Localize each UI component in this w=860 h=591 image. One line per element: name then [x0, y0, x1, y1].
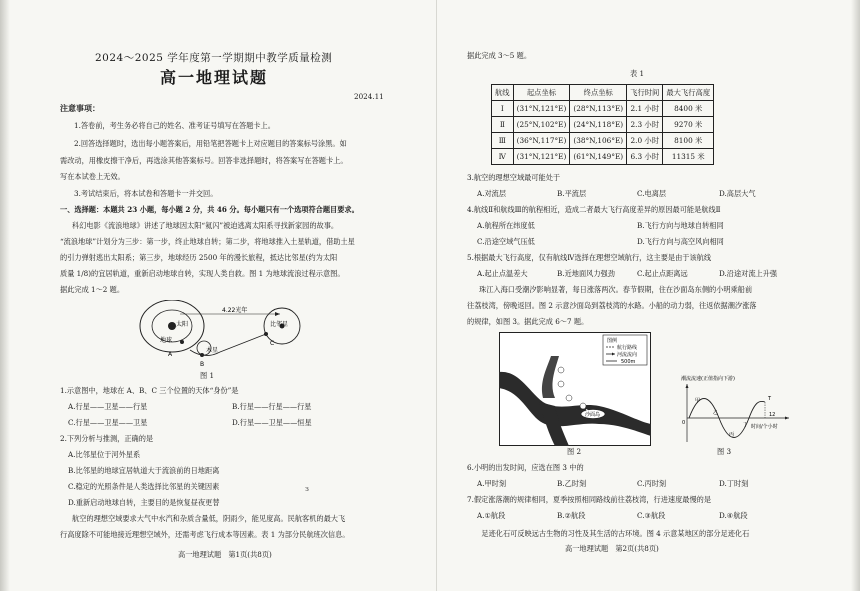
q1-option-b[interactable]: B.行星——行星——行星 [232, 402, 312, 411]
table-row [492, 133, 714, 149]
legend-flow: 河流流向 [617, 352, 638, 358]
point-c-label: C [270, 340, 275, 347]
passage3-line2: 往荔枝湾，傍晚返回。图 2 示意沙面岛到荔枝湾的水路。小船的动力弱，往返依据潮汐涨落 [467, 301, 757, 310]
notice-2-end: 写在本试卷上无效。 [60, 172, 125, 181]
stray-mark: з [305, 484, 309, 493]
exam-header: 2024～2025 学年度第一学期期中教学质量检测 [95, 52, 333, 64]
point-a-dot [180, 340, 184, 344]
table-row [492, 101, 714, 117]
q6-option-a[interactable]: A.甲时刻 [477, 479, 507, 488]
q5-option-c[interactable]: C.起止点距离远 [637, 269, 688, 278]
q5-option-d[interactable]: D.沿途对流上升强 [719, 269, 778, 278]
q7-option-b[interactable]: B.②航段 [557, 511, 586, 520]
segment-3-marker [566, 395, 572, 401]
q2-stem: 2.下列分析与推测，正确的是 [60, 434, 154, 443]
fig3-x-label: 时间/个小时 [751, 424, 778, 430]
fig3-jia: 甲 [695, 398, 701, 404]
table-row [492, 149, 714, 165]
page-title: 高一地理试题 [160, 68, 269, 87]
q7-option-d[interactable]: D.④航段 [719, 511, 748, 520]
passage1-line2: “流浪地球”计划分为三步：第一步，终止地球自转；第二步，将地球推入土星轨道，借助土星 [60, 237, 355, 246]
fig3-twelve: 12 [769, 412, 776, 418]
q3-stem: 3.航空的理想空域最可能处于 [467, 173, 561, 182]
scan-edge [0, 0, 10, 591]
passage3-line1: 珠江入海口受潮汐影响显著，每日涨落两次。春节假期，住在沙面岛东侧的小明乘船前 [479, 285, 753, 294]
table-cell: (38°N,106°E) [570, 133, 627, 149]
fig3-y-label: 潮流流速(正值指向下游) [681, 376, 735, 382]
q1-option-a[interactable]: A.行星——卫星——行星 [68, 402, 148, 411]
q4-option-c[interactable]: C.沿途空域气压低 [477, 237, 535, 246]
q2-option-a[interactable]: A.比邻星位于河外星系 [68, 450, 141, 459]
passage3-line3: 的规律，如图 3。据此完成 6～7 题。 [467, 317, 589, 326]
table-cell: 6.3 小时 [627, 149, 663, 165]
passage1-line4: 质量 1/8)的宜居轨道，重新启动地球自转，实现人类自救。图 1 为地球流浪过程示意图。 [60, 269, 345, 278]
fig3-yi: 乙 [713, 410, 719, 416]
fig3-ding: 丁 [743, 422, 749, 428]
flight-table [491, 84, 714, 165]
notice-1: 1.答卷前，考生务必将自己的姓名、准考证号填写在答题卡上。 [74, 121, 275, 130]
passage4-line: 足迹化石可反映远古生物的习性及其生活的古环境。图 4 示意某地区的部分足迹化石 [467, 529, 750, 538]
table-cell: (31°N,121°E) [513, 149, 570, 165]
earth-label: 地球 [160, 337, 173, 344]
q1-stem: 1.示意图中，地球在 A、B、C 三个位置的天体“身份”是 [60, 386, 239, 395]
passage1-line3: 的引力弹射逃出太阳系；第三步，地球经历 2500 年的漫长旅程，抵达比邻星(约为太阳 [60, 253, 338, 262]
notice-2-cont: 需改动，用橡皮擦干净后，再选涂其他答案标号。回答非选择题时，将答案写在答题卡上。 [60, 156, 348, 165]
table-cell: 2.3 小时 [627, 117, 663, 133]
q5-stem: 5.根据最大飞行高度，仅有航线Ⅳ选择在理想空域航行，这主要是由于该航线 [467, 253, 712, 262]
q3-option-a[interactable]: A.对流层 [477, 189, 507, 198]
notice-title: 注意事项： [60, 103, 100, 113]
table-header-cell: 航线 [492, 85, 514, 101]
table-cell: (61°N,149°E) [570, 149, 627, 165]
table-cell: (25°N,102°E) [513, 117, 570, 133]
scale-label: 500m [621, 359, 636, 365]
table-title: 表 1 [630, 69, 645, 78]
sun-dot [168, 322, 176, 330]
legend-title: 图例 [607, 338, 618, 344]
q6-option-b[interactable]: B.乙时刻 [557, 479, 587, 488]
notice-2: 2.回答选择题时，选出每小题答案后，用铅笔把答题卡上对应题目的答案标号涂黑。如 [74, 139, 347, 148]
jupiter-label: 木星 [206, 347, 219, 354]
table-header-cell: 起点坐标 [513, 85, 570, 101]
distance-arrow [275, 312, 280, 316]
q7-stem: 7.假定涨落潮的规律相同，夏季按照相同路线前往荔枝湾，行进速度最慢的是 [467, 495, 712, 504]
figure-2-map [499, 332, 651, 446]
table-row [492, 117, 714, 133]
fig3-y-arrow [686, 384, 689, 388]
notice-3: 3.考试结束后，将本试卷和答题卡一并交回。 [74, 189, 218, 198]
q4-option-b[interactable]: B.飞行方向与地球自转相同 [637, 221, 724, 230]
q6-option-d[interactable]: D.丁时刻 [719, 479, 749, 488]
proxima-label: 比邻星 [270, 321, 289, 328]
q4-stem: 4.航线Ⅱ和航线Ⅲ的航程相近，造成二者最大飞行高度差异的原因最可能是航线Ⅱ [467, 205, 721, 214]
q3-option-b[interactable]: B.平流层 [557, 189, 587, 198]
table-header-cell: 最大飞行高度 [663, 85, 714, 101]
table-header-cell: 飞行时间 [627, 85, 663, 101]
figure-1-caption: 图 1 [200, 371, 215, 380]
table-cell: Ⅰ [492, 101, 514, 117]
exam-page-2 [436, 0, 860, 591]
segment-1-marker [558, 367, 564, 373]
fig3-x-arrow [785, 417, 789, 420]
figure-2-caption: 图 2 [567, 447, 582, 456]
section-heading: 一、选择题：本题共 23 小题，每小题 2 分，共 46 分。每小题只有一个选项符合题目要求。 [60, 205, 359, 214]
island-label: 沙面岛 [585, 412, 601, 418]
q7-option-a[interactable]: A.①航段 [477, 511, 506, 520]
figure-3-caption: 图 3 [717, 447, 732, 456]
intro-text: 据此完成 3～5 题。 [467, 51, 532, 60]
q5-option-a[interactable]: A.起止点温差大 [477, 269, 528, 278]
page-2-footer: 高一地理试题 第2页(共8页) [565, 544, 659, 553]
passage1-line1: 科幻电影《流浪地球》讲述了地球因太阳“氦闪”被迫逃离太阳系寻找新家园的故事。 [72, 221, 339, 230]
table-cell: (28°N,113°E) [570, 101, 627, 117]
q5-option-b[interactable]: B.近地面风力强劲 [557, 269, 615, 278]
q7-option-c[interactable]: C.③航段 [637, 511, 666, 520]
legend-route: 航行路线 [617, 345, 638, 351]
figure-3-chart [673, 372, 793, 448]
table-cell: 8100 米 [663, 133, 714, 149]
q3-option-c[interactable]: C.电离层 [637, 189, 667, 198]
table-cell: (24°N,118°E) [570, 117, 627, 133]
page-1-footer: 高一地理试题 第1页(共8页) [178, 550, 272, 559]
q6-option-c[interactable]: C.丙时刻 [637, 479, 667, 488]
q2-option-b[interactable]: B.比邻星的地球宜居轨道大于流浪前的日地距离 [68, 466, 220, 475]
table-cell: 2.0 小时 [627, 133, 663, 149]
table-header-cell: 终点坐标 [570, 85, 627, 101]
q2-option-c[interactable]: C.稳定的光照条件是人类选择比邻星的关键因素 [68, 482, 220, 491]
distance-label: 4.22光年 [222, 307, 248, 314]
q4-option-a[interactable]: A.航程所在纬度低 [477, 221, 535, 230]
table-cell: Ⅲ [492, 133, 514, 149]
fig3-t: T [768, 396, 772, 402]
segment-4-marker [580, 403, 586, 409]
exam-date: 2024.11 [354, 92, 384, 101]
table-header-row [492, 85, 714, 101]
table-cell: 2.1 小时 [627, 101, 663, 117]
table-cell: (31°N,121°E) [513, 101, 570, 117]
q6-stem: 6.小明的出发时间，应选在图 3 中的 [467, 463, 584, 472]
table-cell: 9270 米 [663, 117, 714, 133]
table-cell: 11315 米 [663, 149, 714, 165]
table-cell: (36°N,117°E) [513, 133, 570, 149]
fig3-bing: 丙 [729, 432, 735, 438]
point-a-label: A [168, 351, 173, 358]
q3-option-d[interactable]: D.高层大气 [719, 189, 756, 198]
q1-option-d[interactable]: D.行星——卫星——恒星 [232, 418, 312, 427]
passage1-line5: 据此完成 1～2 题。 [60, 285, 125, 294]
segment-2-marker [558, 381, 564, 387]
scan-edge [851, 0, 860, 591]
q1-option-c[interactable]: C.行星——卫星——卫星 [68, 418, 148, 427]
table-cell: Ⅱ [492, 117, 514, 133]
table-cell: 8400 米 [663, 101, 714, 117]
passage2-line1: 航空的理想空域要求大气中水汽和杂质含量低，阴雨少，能见度高。民航客机的最大飞 [72, 514, 346, 523]
point-b-label: B [200, 361, 205, 368]
figure-1-diagram [130, 300, 320, 380]
sun-label: 太阳 [176, 321, 189, 328]
passage2-line2: 行高度除不可能地接近理想空域外，还需考虑飞行成本等因素。表 1 为部分民航班次信息。 [60, 530, 350, 539]
fig3-zero: 0 [682, 420, 686, 426]
table-cell: Ⅳ [492, 149, 514, 165]
q4-option-d[interactable]: D.飞行方向与高空风向相同 [637, 237, 724, 246]
q2-option-d[interactable]: D.重新启动地球自转，主要目的是恢复昼夜更替 [68, 498, 220, 507]
